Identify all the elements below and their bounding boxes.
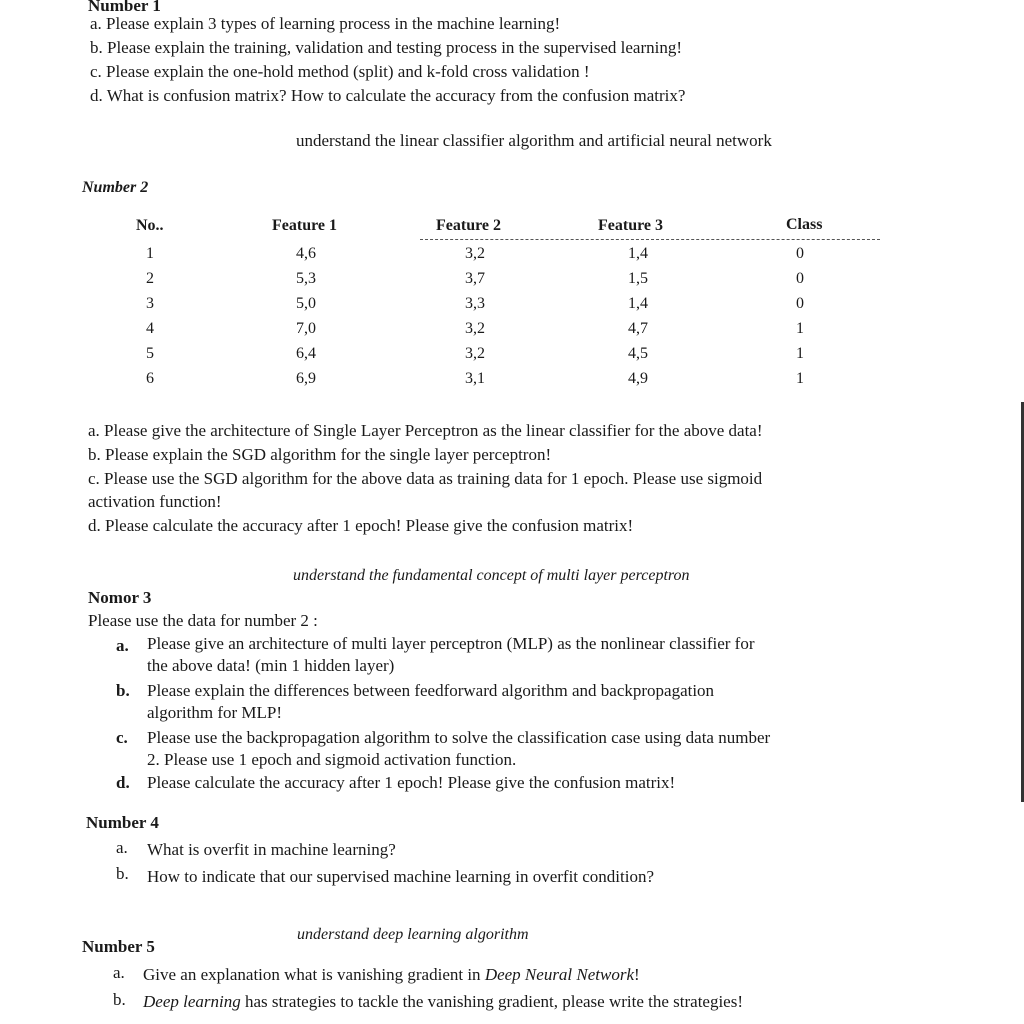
table-cell-feature1: 5,0: [296, 295, 316, 312]
number3-item-a-cont: the above data! (min 1 hidden layer): [147, 656, 395, 675]
table-cell-feature3: 4,5: [628, 345, 648, 362]
number4-marker-b: b.: [116, 864, 129, 883]
number5-item-b: Deep learning has strategies to tackle the vanishing gradient, please write the strategies!: [143, 992, 744, 1011]
number3-intro: Please use the data for number 2 :: [88, 611, 318, 630]
number1-item-b: b. Please explain the training, validation and testing process in the supervised learning!: [90, 38, 683, 57]
table-cell-feature2: 3,2: [465, 245, 485, 262]
table-cell-feature2: 3,7: [465, 270, 485, 287]
number2-item-d: d. Please calculate the accuracy after 1 epoch! Please give the confusion matrix!: [88, 516, 634, 535]
table-cell-feature3: 4,9: [628, 370, 648, 387]
table-cell-no: 5: [146, 345, 154, 362]
table-cell-class: 1: [796, 320, 804, 337]
number2-heading: Number 2: [82, 179, 149, 196]
table-cell-feature2: 3,2: [465, 345, 485, 362]
table-cell-feature2: 3,1: [465, 370, 485, 387]
number1-heading: Number 1: [88, 0, 161, 15]
table-cell-feature1: 4,6: [296, 245, 316, 262]
number4-heading: Number 4: [86, 813, 159, 832]
table-header-no: No..: [136, 217, 164, 234]
table-cell-feature2: 3,3: [465, 295, 485, 312]
number5-marker-a: a.: [113, 963, 125, 982]
table-cell-no: 4: [146, 320, 154, 337]
number3-item-a: Please give an architecture of multi layer perceptron (MLP) as the nonlinear classifier for: [147, 634, 755, 653]
table-header-rule: [420, 239, 880, 240]
number3-marker-a: a.: [116, 636, 129, 655]
objective-linear-classifier: understand the linear classifier algorithm and artificial neural network: [296, 131, 772, 150]
number3-item-b-cont: algorithm for MLP!: [147, 703, 283, 722]
table-cell-class: 0: [796, 245, 804, 262]
number2-item-c: c. Please use the SGD algorithm for the above data as training data for 1 epoch. Please use sigmoid: [88, 469, 763, 488]
number1-item-a: a. Please explain 3 types of learning process in the machine learning!: [90, 14, 561, 33]
number1-item-c: c. Please explain the one-hold method (split) and k-fold cross validation !: [90, 62, 590, 81]
table-cell-feature1: 7,0: [296, 320, 316, 337]
table-cell-no: 6: [146, 370, 154, 387]
table-cell-class: 0: [796, 295, 804, 312]
number4-marker-a: a.: [116, 838, 128, 857]
table-cell-feature2: 3,2: [465, 320, 485, 337]
number5-heading: Number 5: [82, 937, 155, 956]
table-header-feature3: Feature 3: [598, 217, 664, 234]
number3-marker-b: b.: [116, 681, 130, 700]
table-cell-no: 2: [146, 270, 154, 287]
table-cell-feature3: 1,4: [628, 245, 648, 262]
table-header-class: Class: [786, 216, 823, 233]
number5-item-a: Give an explanation what is vanishing gradient in Deep Neural Network!: [143, 965, 640, 984]
table-cell-class: 1: [796, 370, 804, 387]
number4-item-a: What is overfit in machine learning?: [147, 840, 396, 859]
number3-item-c: Please use the backpropagation algorithm to solve the classification case using data number: [147, 728, 771, 747]
table-header-feature1: Feature 1: [272, 217, 338, 234]
table-header-feature2: Feature 2: [436, 217, 502, 234]
number2-item-a: a. Please give the architecture of Single Layer Perceptron as the linear classifier for the above data!: [88, 421, 763, 440]
table-cell-feature1: 6,9: [296, 370, 316, 387]
number3-item-c-cont: 2. Please use 1 epoch and sigmoid activation function.: [147, 750, 517, 769]
objective-deep-learning: understand deep learning algorithm: [297, 926, 529, 943]
number3-item-b: Please explain the differences between feedforward algorithm and backpropagation: [147, 681, 715, 700]
number1-item-d: d. What is confusion matrix? How to calculate the accuracy from the confusion matrix?: [90, 86, 686, 105]
table-cell-feature3: 1,4: [628, 295, 648, 312]
table-cell-feature1: 6,4: [296, 345, 316, 362]
number5-marker-b: b.: [113, 990, 126, 1009]
table-cell-feature3: 4,7: [628, 320, 648, 337]
number2-item-c-cont: activation function!: [88, 492, 222, 511]
number3-marker-c: c.: [116, 728, 128, 747]
number3-item-d: Please calculate the accuracy after 1 epoch! Please give the confusion matrix!: [147, 773, 676, 792]
table-cell-class: 0: [796, 270, 804, 287]
number2-item-b: b. Please explain the SGD algorithm for the single layer perceptron!: [88, 445, 552, 464]
number4-item-b: How to indicate that our supervised machine learning in overfit condition?: [147, 867, 655, 886]
objective-mlp: understand the fundamental concept of multi layer perceptron: [293, 567, 690, 584]
table-cell-class: 1: [796, 345, 804, 362]
table-cell-feature3: 1,5: [628, 270, 648, 287]
table-cell-no: 3: [146, 295, 154, 312]
number3-heading: Nomor 3: [88, 588, 152, 607]
number3-marker-d: d.: [116, 773, 130, 792]
table-cell-no: 1: [146, 245, 154, 262]
table-cell-feature1: 5,3: [296, 270, 316, 287]
